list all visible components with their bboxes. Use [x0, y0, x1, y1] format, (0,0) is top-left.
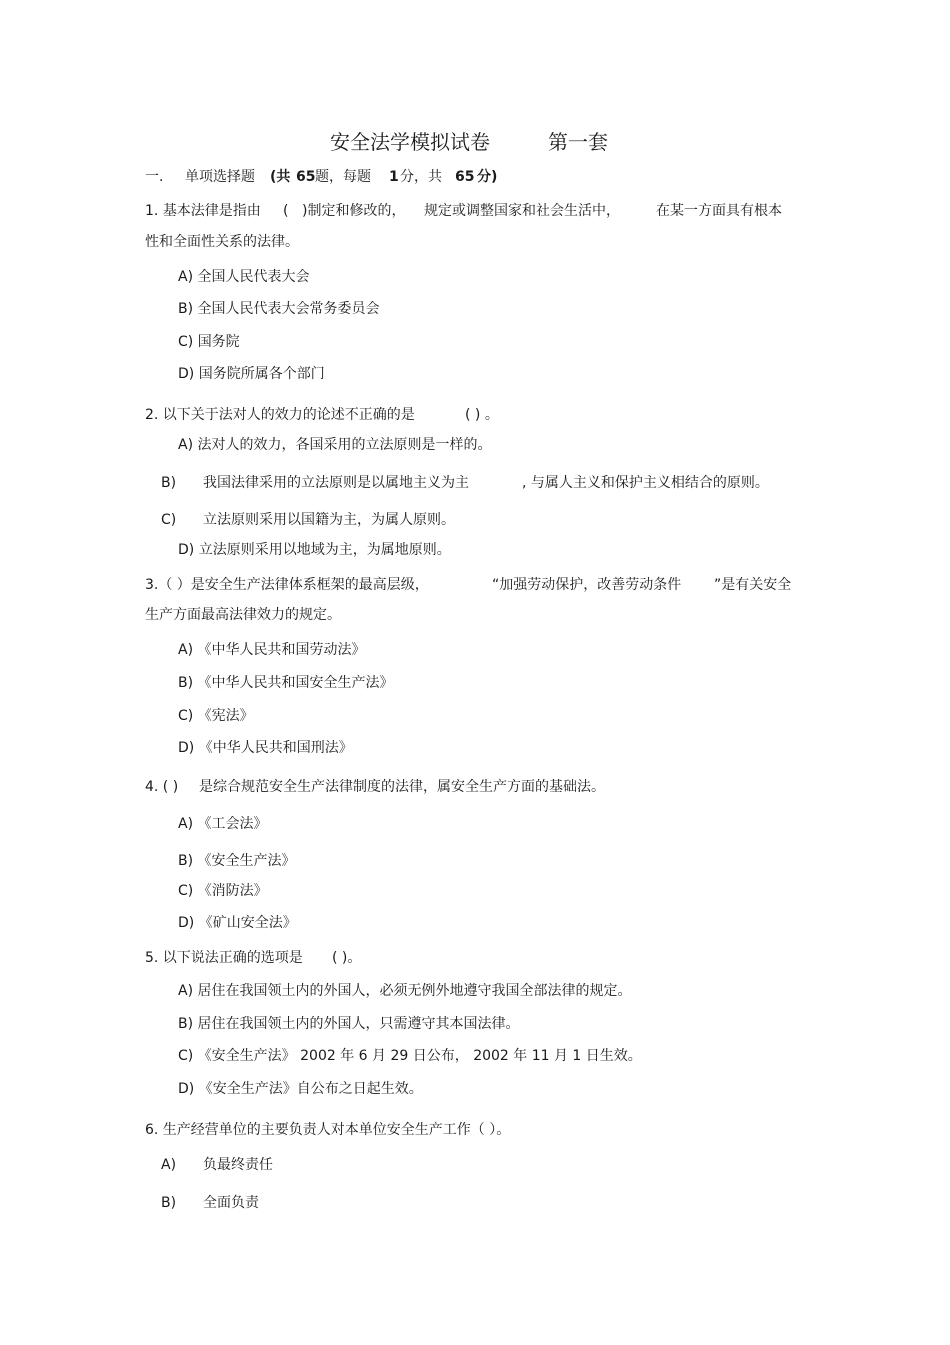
question-stem: “加强劳动保护，改善劳动条件	[492, 577, 682, 593]
section-unit1: 题，每题	[315, 169, 371, 185]
question-blank: ( ) 。	[465, 407, 499, 423]
option-a: A) 法对人的效力，各国采用的立法原则是一样的。	[178, 437, 492, 453]
option-b: B) 《安全生产法》	[178, 853, 296, 869]
option-d: D) 《矿山安全法》	[178, 915, 297, 931]
option-a: A) 《中华人民共和国劳动法》	[178, 642, 366, 658]
option-b: 全面负责	[203, 1195, 259, 1211]
question-stem: 1. 基本法律是指由	[145, 203, 261, 219]
section-sum: 65	[455, 169, 475, 185]
option-c: C) 《安全生产法》 2002 年 6 月 29 日公布， 2002 年 11 月 1 日生效。	[178, 1048, 642, 1064]
question-stem: 生产方面最高法律效力的规定。	[145, 607, 341, 623]
option-c: 立法原则采用以国籍为主，为属人原则。	[203, 512, 455, 528]
question-blank: 4. ( )	[145, 779, 179, 795]
option-a: A) 居住在我国领土内的外国人，必须无例外地遵守我国全部法律的规定。	[178, 983, 632, 999]
option-b: B) 全国人民代表大会常务委员会	[178, 301, 380, 317]
page-title: 安全法学模拟试卷	[330, 130, 490, 154]
question-stem: 在某一方面具有根本	[656, 203, 782, 219]
option-a: A) 全国人民代表大会	[178, 269, 310, 285]
option-b: 我国法律采用的立法原则是以属地主义为主	[203, 475, 469, 491]
question-stem: 3.（ ）是安全生产法律体系框架的最高层级，	[145, 577, 429, 593]
option-c: C) 《消防法》	[178, 883, 268, 899]
option-b-label: B)	[161, 1195, 177, 1211]
option-b-cont: , 与属人主义和保护主义相结合的原则。	[522, 475, 769, 491]
question-stem: 性和全面性关系的法律。	[145, 234, 299, 250]
option-d: D) 《中华人民共和国刑法》	[178, 740, 353, 756]
option-c: C) 国务院	[178, 334, 240, 350]
option-b: B) 居住在我国领土内的外国人，只需遵守其本国法律。	[178, 1016, 520, 1032]
question-blank: ( )。	[332, 950, 362, 966]
section-score: 1	[389, 169, 399, 185]
question-stem: 6. 生产经营单位的主要负责人对本单位安全生产工作（ ）。	[145, 1122, 511, 1138]
question-blank: (	[283, 203, 289, 219]
option-b-label: B)	[161, 475, 177, 491]
option-a: 负最终责任	[203, 1157, 273, 1173]
option-c: C) 《宪法》	[178, 708, 254, 724]
question-stem: 2. 以下关于法对人的效力的论述不正确的是	[145, 407, 415, 423]
option-d: D) 国务院所属各个部门	[178, 366, 325, 382]
question-stem: 是综合规范安全生产法律制度的法律，属安全生产方面的基础法。	[199, 779, 605, 795]
section-close: 分)	[477, 169, 498, 185]
question-stem: 规定或调整国家和社会生活中，	[424, 203, 620, 219]
option-b: B) 《中华人民共和国安全生产法》	[178, 675, 394, 691]
section-open: (共	[270, 169, 291, 185]
section-name: 单项选择题	[185, 169, 255, 185]
option-d: D) 立法原则采用以地域为主，为属地原则。	[178, 542, 451, 558]
section-unit2: 分，共	[400, 169, 442, 185]
section-number: 一.	[145, 169, 164, 185]
section-total: 65	[296, 169, 316, 185]
set-label: 第一套	[548, 130, 608, 154]
question-stem: )制定和修改的，	[302, 203, 406, 219]
option-c-label: C)	[161, 512, 177, 528]
question-stem: 5. 以下说法正确的选项是	[145, 950, 303, 966]
option-d: D) 《安全生产法》自公布之日起生效。	[178, 1081, 423, 1097]
option-a: A) 《工会法》	[178, 816, 268, 832]
question-stem: ”是有关安全	[714, 577, 792, 593]
option-a-label: A)	[161, 1157, 177, 1173]
